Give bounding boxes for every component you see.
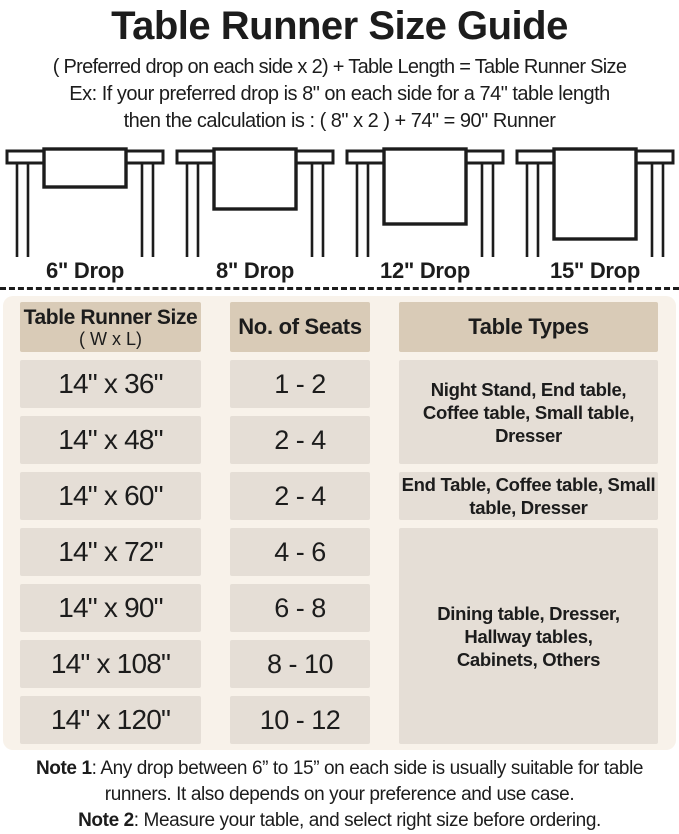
table-types-cell xyxy=(399,360,658,464)
header-section xyxy=(0,0,679,134)
drop-diagram xyxy=(510,145,679,283)
seats-cell: 6 - 8 xyxy=(230,584,370,632)
note-2 xyxy=(2,808,678,834)
runner-size-cell: 14" x 120" xyxy=(20,696,201,744)
seats-cell: 2 - 4 xyxy=(230,472,370,520)
formula-line: ( Preferred drop on each side x 2) + Table Length = Table Runner Size xyxy=(52,56,627,78)
drop-diagram xyxy=(170,145,340,283)
table-with-runner-illustration xyxy=(510,145,679,257)
drop-label: 8" Drop xyxy=(215,258,294,283)
runner-size-cell: 14" x 36" xyxy=(20,360,201,408)
seats-cell: 1 - 2 xyxy=(230,360,370,408)
note-1 xyxy=(2,756,678,808)
header-runner-size xyxy=(20,302,201,352)
seats-cell: 2 - 4 xyxy=(230,416,370,464)
runner-size-cell: 14" x 72" xyxy=(20,528,201,576)
table-types-text: End Table, Coffee table, Small table, Dresser xyxy=(401,474,656,518)
table-types-text: Dining table, Dresser, Hallway tables, Cabinets, Others xyxy=(437,602,620,670)
seats-cell: 4 - 6 xyxy=(230,528,370,576)
header-runner-size-subtitle: ( W x L) xyxy=(79,328,142,349)
header-table-types: Table Types xyxy=(399,302,658,352)
seats-cell: 10 - 12 xyxy=(230,696,370,744)
drop-diagram xyxy=(340,145,510,283)
note-2-label: Note 2 xyxy=(78,810,134,831)
drop-diagram xyxy=(0,145,170,283)
table-types-text: Night Stand, End table, Coffee table, Small table, Dresser xyxy=(422,378,635,446)
runner-size-cell: 14" x 48" xyxy=(20,416,201,464)
note-1-text: : Any drop between 6” to 15” on each side is usually suitable for table runners. It also depends on your preference and use case. xyxy=(91,758,644,805)
note-2-text: : Measure your table, and select right size before ordering. xyxy=(133,810,601,831)
runner-size-cell: 14" x 90" xyxy=(20,584,201,632)
runner-size-cell: 14" x 108" xyxy=(20,640,201,688)
size-table xyxy=(3,296,676,750)
header-seats: No. of Seats xyxy=(230,302,370,352)
runner-size-cell: 14" x 60" xyxy=(20,472,201,520)
example-line-1: Ex: If your preferred drop is 8" on each side for a 74" table length xyxy=(69,83,610,105)
drop-label: 12" Drop xyxy=(380,258,470,283)
table-with-runner-illustration xyxy=(0,145,170,257)
header-runner-size-title: Table Runner Size xyxy=(23,305,198,329)
drop-label: 15" Drop xyxy=(550,258,640,283)
page-title: Table Runner Size Guide xyxy=(111,4,568,48)
dashed-divider xyxy=(0,287,679,290)
table-types-cell xyxy=(399,472,658,520)
notes-section xyxy=(2,756,678,834)
drop-diagrams xyxy=(0,145,679,283)
note-1-label: Note 1 xyxy=(35,758,92,779)
seats-cell: 8 - 10 xyxy=(230,640,370,688)
drop-label: 6" Drop xyxy=(45,258,124,283)
table-with-runner-illustration xyxy=(340,145,510,257)
table-types-cell xyxy=(399,528,658,744)
table-with-runner-illustration xyxy=(170,145,340,257)
example-line-2: then the calculation is : ( 8" x 2 ) + 74" = 90" Runner xyxy=(123,110,556,132)
